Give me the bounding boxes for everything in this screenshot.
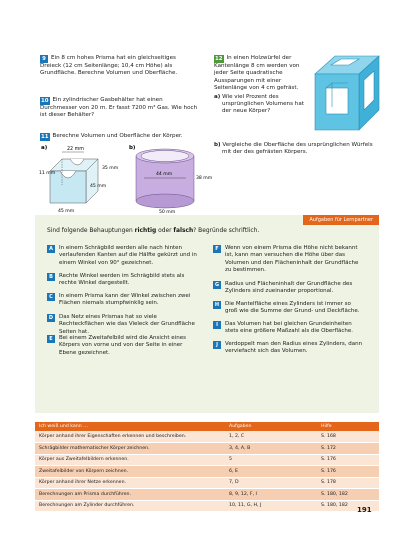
table-row: Körper aus Zweitafelbildern erkennen. 5 S. 176 xyxy=(35,454,379,466)
learning-partner-box xyxy=(35,215,379,413)
learning-partner-tag: Aufgaben für Lernpartner xyxy=(303,215,379,225)
statement-h: H Die Mantelfläche eines Zylinders ist immer so groß wie die Summe der Grund- und Deckfläche. xyxy=(214,301,360,315)
task-10 xyxy=(40,97,198,120)
statement-b: B Rechte Winkel werden im Schrägbild stets als rechte Winkel dargestellt. xyxy=(47,273,199,288)
statement-c: C In einem Prisma kann der Winkel zwischen zwei Flächen niemals stumpfwinklig sein. xyxy=(47,293,199,308)
task-number: 9 xyxy=(40,55,48,63)
dim-top: 22 mm xyxy=(67,147,84,152)
task-11 xyxy=(40,133,200,141)
statement-i: I Das Volumen hat bei gleichen Grundeinheiten stets eine größere Maßzahl als die Oberfläche. xyxy=(213,321,365,336)
cube-figure xyxy=(312,52,382,138)
column-header: Aufgaben xyxy=(225,422,317,431)
task-text: Berechne Volumen und Oberfläche der Körper. xyxy=(52,133,183,139)
self-check-table xyxy=(35,422,379,512)
table-row: Körper anhand ihrer Eigenschaften erkennen und beschreiben. 1, 2, C S. 168 xyxy=(35,431,379,443)
table-row: Körper anhand ihrer Netze erkennen. 7, D S. 178 xyxy=(35,477,379,489)
task-text: Ein 8 cm hohes Prisma hat ein gleichseitiges Dreieck (12 cm Seitenlänge; 10,4 cm Höhe) als Grundfläche. Berechne Volumen und Oberfläche. xyxy=(40,55,178,77)
task-number: 10 xyxy=(41,98,49,104)
cylinder-figure xyxy=(136,149,194,208)
dim-notch: 35 mm xyxy=(102,166,119,171)
table-row: Schrägbilder mathematischer Körper zeichnen. 3, 4, A, B S. 172 xyxy=(35,443,379,455)
dim-front: 45 mm xyxy=(90,184,107,189)
statement-g: G Radius und Flächeninhalt der Grundfläche des Zylinders sind zueinander proportional. xyxy=(214,281,353,295)
statement-f: F Wenn von einem Prisma die Höhe nicht bekannt ist, kann man versuchen die Höhe über das Volumen und den Flächeninhalt der Grundfläche zu bestimmen. xyxy=(213,245,365,275)
statement-d: D Das Netz eines Prismas hat so viele Rechteckflächen wie das Vieleck der Grundfläche Seiten hat. xyxy=(48,314,195,335)
task-11-figures xyxy=(36,141,213,215)
task-text: Ein zylindrischer Gasbehälter hat einen Durchmesser von 20 m. Er fasst 7200 m³ Gas. Wie hoch ist dieser Behälter? xyxy=(40,97,198,119)
table-row: Berechnungen am Zylinder durchführen. 10, 11, G, H, J S. 180, 182 xyxy=(35,500,379,512)
table-row: Berechnungen am Prisma durchführen. 8, 9, 12, F, I S. 180, 182 xyxy=(35,489,379,501)
statement-j: J Verdoppelt man den Radius eines Zylinders, dann verviefacht sich das Volumen. xyxy=(213,341,365,356)
dim-height: 11 mm xyxy=(39,171,56,176)
task-text: In einen Holzwürfel der Kantenlänge 8 cm werden von jeder Seite quadratische Aussparungen mit einer Seitenlänge von 4 cm gefräst. xyxy=(214,55,300,92)
task-number: 12 xyxy=(215,56,223,62)
statement-e: E Bei einem Zweitafelbild wird die Ansicht eines Körpers von vorne und von der Seite in einer Ebene gezeichnet. xyxy=(47,335,199,357)
prism-figure xyxy=(50,159,98,203)
dim-inner: 44 mm xyxy=(156,172,173,177)
task-9 xyxy=(40,55,198,78)
figure-a-label: a) xyxy=(41,145,48,151)
table-header-row xyxy=(35,422,379,431)
task-12 xyxy=(214,55,314,116)
task-12-part-b: b) Vergleiche die Oberfläche des ursprünglichen Würfels mit der des gefrästen Körpers. xyxy=(214,142,373,156)
dim-side: 45 mm xyxy=(58,209,75,214)
task-12-part-a: a) Wie viel Prozent des ursprünglichen Volumens hat der neue Körper? xyxy=(214,93,304,115)
page-number: 191 xyxy=(357,506,372,514)
task-number: 11 xyxy=(41,134,49,140)
column-header: Ich weiß und kann … xyxy=(35,422,225,431)
partner-question: Sind folgende Behauptungen richtig oder falsch? Begründe schriftlich. xyxy=(47,228,260,234)
figure-b-label: b) xyxy=(129,145,136,151)
statement-a: A In einem Schrägbild werden alle nach hinten verlaufenden Kanten auf die Hälfte gekürzt und in einem Winkel von 90° gezeichnet. xyxy=(47,245,199,267)
dim-cyl-height: 38 mm xyxy=(196,176,213,181)
column-header: Hilfe xyxy=(317,422,379,431)
table-row: Zweitafelbilder von Körpern zeichnen. 6, E S. 176 xyxy=(35,466,379,478)
dim-outer: 50 mm xyxy=(159,210,176,215)
